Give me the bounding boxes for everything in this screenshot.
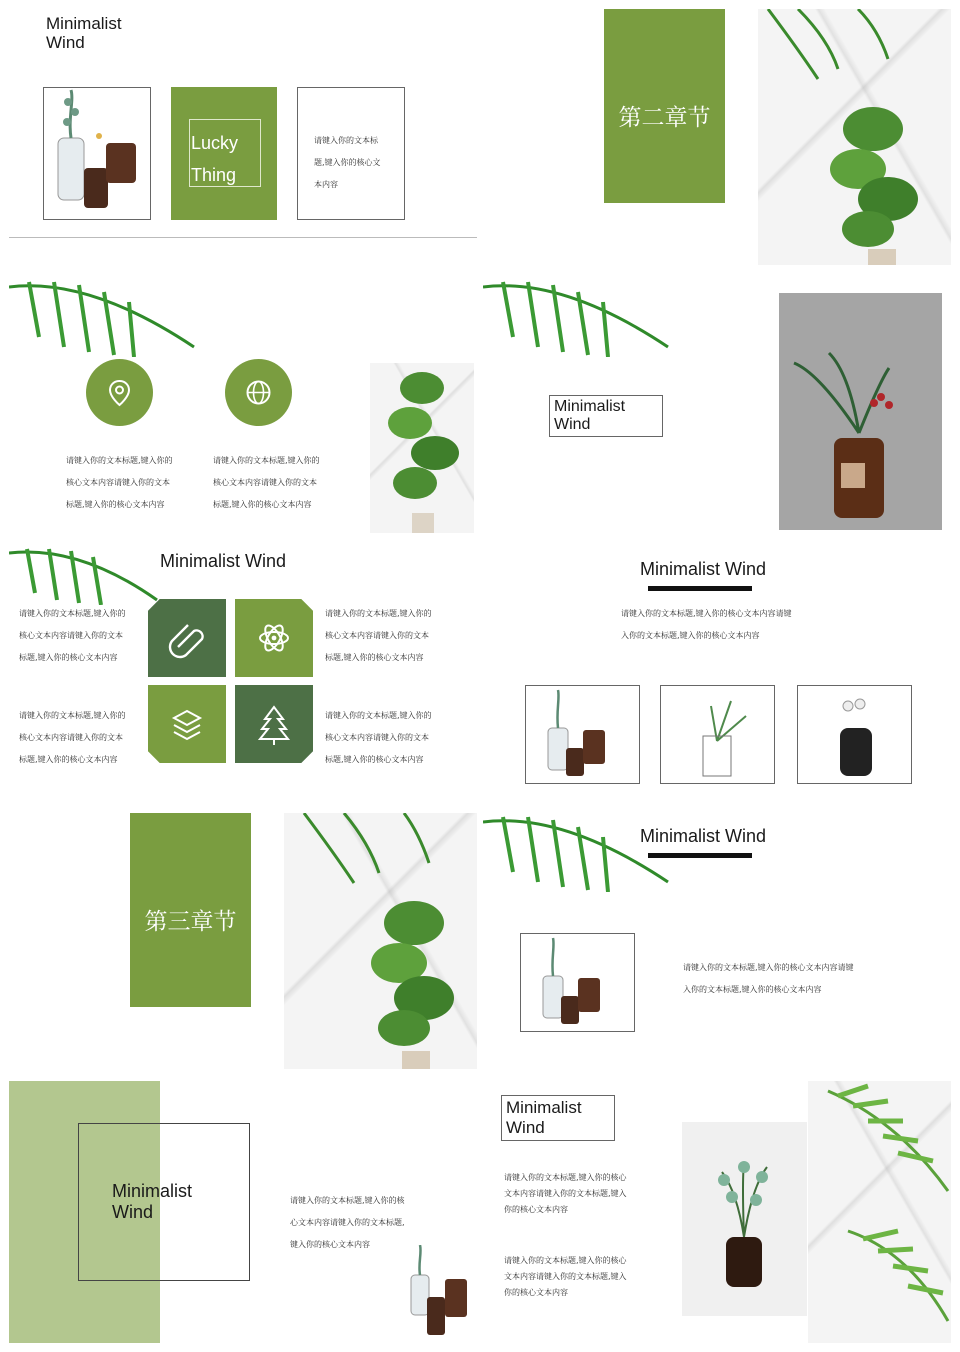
atom-tile xyxy=(235,599,313,677)
slide-6-title-bar xyxy=(648,586,752,591)
globe-circle xyxy=(225,359,292,426)
slide-6 xyxy=(483,545,960,807)
slide-4-title: Minimalist Wind xyxy=(554,398,626,433)
bottles-illustration xyxy=(405,1245,475,1340)
slide-4 xyxy=(483,277,960,537)
slide-1-title: Minimalist Wind xyxy=(46,14,122,52)
slide-5 xyxy=(0,545,480,807)
plant-illustration xyxy=(758,9,951,265)
slide-5-text-3: 请键入你的文本标题,键入你的 核心文本内容请键入你的文本 标题,键入你的核心文本内容 xyxy=(19,711,126,764)
globe-icon xyxy=(225,359,292,426)
slide-2 xyxy=(483,0,960,268)
glass-vase-frame xyxy=(660,685,775,784)
chapter-three-panel xyxy=(130,813,251,1007)
palm-leaves-decoration xyxy=(9,545,159,605)
chapter-two-panel xyxy=(604,9,725,203)
slide-3 xyxy=(0,277,480,537)
bottles-image-frame xyxy=(43,87,151,220)
slide-5-text-4: 请键入你的文本标题,键入你的 核心文本内容请键入你的文本 标题,键入你的核心文本内容 xyxy=(325,711,432,764)
palm-leaves-decoration xyxy=(9,277,199,357)
slide-8 xyxy=(483,812,960,1072)
slide-10-title-box xyxy=(501,1095,615,1141)
slide-10-text-a: 请键入你的文本标题,键入你的核心 文本内容请键入你的文本标题,键入 你的核心文本内容 xyxy=(504,1173,627,1214)
slide-10-title: Minimalist Wind xyxy=(506,1098,582,1137)
bottles-image-frame xyxy=(525,685,640,784)
fiddle-leaf-plant-photo xyxy=(758,9,951,265)
eucalyptus-vase-illustration xyxy=(682,1122,807,1316)
slide-9-text: 请键入你的文本标题,键入你的核 心文本内容请键入你的文本标题, 键入你的核心文本内容 xyxy=(290,1196,405,1249)
tree-tile xyxy=(235,685,313,763)
slide-10-text-b: 请键入你的文本标题,键入你的核心 文本内容请键入你的文本标题,键入 你的核心文本内容 xyxy=(504,1256,627,1297)
slide-8-title-bar xyxy=(648,853,752,858)
slide-5-title: Minimalist Wind xyxy=(160,551,287,571)
gray-vase-panel xyxy=(779,293,942,530)
slide-4-title-box xyxy=(549,395,663,437)
location-circle xyxy=(86,359,153,426)
plant-illustration xyxy=(284,813,477,1069)
paperclip-icon xyxy=(148,599,226,677)
slide-3-text-right: 请键入你的文本标题,键入你的 核心文本内容请键入你的文本 标题,键入你的核心文本内容 xyxy=(213,456,320,509)
palm-leaves-decoration xyxy=(483,277,673,357)
slide-1-divider xyxy=(9,237,477,238)
location-pin-icon xyxy=(86,359,153,426)
chapter-three-title: 第三章节 xyxy=(144,909,237,935)
slide-6-title: Minimalist Wind xyxy=(639,559,767,579)
palm-leaves-decoration xyxy=(483,812,673,892)
slide-1-text: 请键入你的文本标 题,键入你的核心文 本内容 xyxy=(314,136,381,189)
slide-9-title: Minimalist Wind xyxy=(112,1181,193,1222)
bottles-illustration xyxy=(526,686,639,783)
fiddle-leaf-plant-photo-3 xyxy=(284,813,477,1069)
chapter-two-title: 第二章节 xyxy=(618,105,711,131)
slide-8-title: Minimalist Wind xyxy=(639,826,767,846)
black-vase-illustration xyxy=(798,686,911,783)
bottles-illustration xyxy=(44,88,150,219)
slide-3-text-left: 请键入你的文本标题,键入你的 核心文本内容请键入你的文本 标题,键入你的核心文本内容 xyxy=(66,456,173,509)
paperclip-tile xyxy=(148,599,226,677)
layers-icon xyxy=(148,685,226,763)
layers-tile xyxy=(148,685,226,763)
tree-icon xyxy=(235,685,313,763)
slide-8-text: 请键入你的文本标题,键入你的核心文本内容请键 入你的文本标题,键入你的核心文本内容 xyxy=(683,963,854,994)
bottles-image-frame xyxy=(520,933,635,1032)
slide-7 xyxy=(0,812,480,1072)
black-vase-frame xyxy=(797,685,912,784)
slide-9 xyxy=(0,1080,480,1344)
bottles-illustration xyxy=(521,934,634,1031)
slide-1-text-box xyxy=(297,87,405,220)
vase-with-berries-illustration xyxy=(779,293,942,530)
fern-illustration xyxy=(808,1081,951,1343)
glass-vase-illustration xyxy=(661,686,774,783)
atom-icon xyxy=(235,599,313,677)
fern-photo xyxy=(808,1081,951,1343)
eucalyptus-vase-panel xyxy=(682,1122,807,1316)
slide-10 xyxy=(483,1080,960,1344)
lucky-thing-panel xyxy=(171,87,277,220)
slide-5-text-1: 请键入你的文本标题,键入你的 核心文本内容请键入你的文本 标题,键入你的核心文本内容 xyxy=(19,609,126,662)
fiddle-leaf-plant-photo-2 xyxy=(370,363,474,533)
slide-6-text: 请键入你的文本标题,键入你的核心文本内容请键 入你的文本标题,键入你的核心文本内容 xyxy=(621,609,792,640)
plant-illustration xyxy=(370,363,474,533)
slide-5-text-2: 请键入你的文本标题,键入你的 核心文本内容请键入你的文本 标题,键入你的核心文本内容 xyxy=(325,609,432,662)
lucky-thing-text: Lucky Thing xyxy=(191,133,239,185)
slide-1 xyxy=(0,0,480,268)
